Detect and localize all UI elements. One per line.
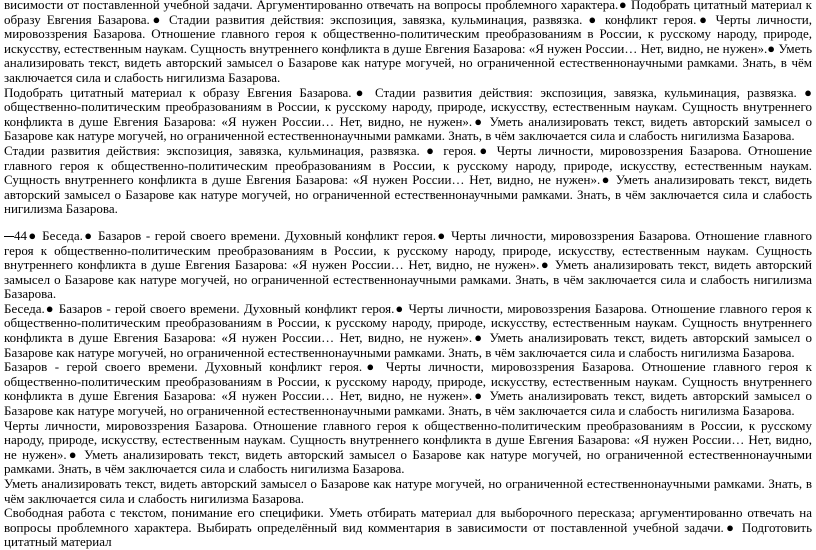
paragraph-7: Черты личности, мировоззрения Базарова. Отношение главного героя к общественно-политическим преобразованиям в России, к русскому народу, природе, искусству, естественным наукам. Сущность внутреннего конфликта в душе Евгения Базарова: «Я нужен России… Нет, видно, не нужен».● Уметь анализировать текст, видеть авторский замысел о Базарове как натуре могучей, но ограниченной естественнонаучными рамками. Знать, в чём заключается сила и слабость нигилизма Базарова. [4,417,812,477]
paragraph-2: Подобрать цитатный материал к образу Евгения Базарова.● Стадии развития действия: экспозиция, завязка, кульминация, развязка. ● общественно-политическим преобразованиям в России, к русскому народу, природе, искусству, естественным наукам. Сущность внутреннего конфликта в душе Евгения Базарова: «Я нужен России… Нет, видно, не нужен».● Уметь анализировать текст, видеть авторский замысел о Базарове как натуре могучей, но ограниченной естественнонаучными рамками. Знать, в чём заключается сила и слабость нигилизма Базарова. [4,84,812,144]
paragraph-5: Беседа.● Базаров - герой своего времени. Духовный конфликт героя.● Черты личности, мировоззрения Базарова. Отношение главного героя к общественно-политическим преобразованиям в России, к русскому народу, природе, искусству, естественным наукам. Сущность внутреннего конфликта в душе Евгения Базарова: «Я нужен России… Нет, видно, не нужен».● Уметь анализировать текст, видеть авторский замысел о Базарове как натуре могучей, но ограниченной естественнонаучными рамками. Знать, в чём заключается сила и слабость нигилизма Базарова. [4,300,812,360]
paragraph-8: Уметь анализировать текст, видеть авторский замысел о Базарове как натуре могучей, но ограниченной естественнонаучными рамками. Знать, в чём заключается сила и слабость нигилизма Базарова. [4,476,812,506]
paragraph-1: висимости от поставленной учебной задачи. Аргументированно отвечать на вопросы проблемного характера.● Подобрать цитатный материал к образу Евгения Базарова.● Стадии развития действия: экспозиция, завязка, кульминация, развязка. ● конфликт героя.● Черты личности, мировоззрения Базарова. Отношение главного героя к общественно-политическим преобразованиям в России, к русскому народу, природе, искусству, естественным наукам. Сущность внутреннего конфликта в душе Евгения Базарова: «Я нужен России… Нет, видно, не нужен».● Уметь анализировать текст, видеть авторский замысел о Базарове как натуре могучей, но ограниченной естественнонаучными рамками. Знать, в чём заключается сила и слабость нигилизма Базарова. [4,0,812,85]
footnote-marker-line [4,236,14,237]
paragraph-4-text: 44● Беседа.● Базаров - герой своего времени. Духовный конфликт героя.● Черты личности, мировоззрения Базарова. Отношение главного героя к общественно-политическим преобразованиям в России, к русскому народу, природе, искусству, естественным наукам. Сущность внутреннего конфликта в душе Евгения Базарова: «Я нужен России… Нет, видно, не нужен».● Уметь анализировать текст, видеть авторский замысел о Базарове как натуре могучей, но ограниченной естественнонаучными рамками. Знать, в чём заключается сила и слабость нигилизма Базарова. [4,227,812,302]
paragraph-4 [4,229,812,302]
paragraph-3: Стадии развития действия: экспозиция, завязка, кульминация, развязка. ● героя.● Черты личности, мировоззрения Базарова. Отношение главного героя к общественно-политическим преобразованиям в России, к русскому народу, природе, искусству, естественным наукам. Сущность внутреннего конфликта в душе Евгения Базарова: «Я нужен России… Нет, видно, не нужен».● Уметь анализировать текст, видеть авторский замысел о Базарове как натуре могучей, но ограниченной естественнонаучными рамками. Знать, в чём заключается сила и слабость нигилизма Базарова. [4,142,812,217]
paragraph-9: Свободная работа с текстом, понимание его специфики. Уметь отбирать материал для выборочного пересказа; аргументированно отвечать на вопросы проблемного характера. Выбирать определённый вид комментария в зависимости от поставленной учебной задачи.● Подготовить цитатный материал [4,505,812,550]
paragraph-6: Базаров - герой своего времени. Духовный конфликт героя.● Черты личности, мировоззрения Базарова. Отношение главного героя к общественно-политическим преобразованиям в России, к русскому народу, природе, искусству, естественным наукам. Сущность внутреннего конфликта в душе Евгения Базарова: «Я нужен России… Нет, видно, не нужен».● Уметь анализировать текст, видеть авторский замысел о Базарове как натуре могучей, но ограниченной естественнонаучными рамками. Знать, в чём заключается сила и слабость нигилизма Базарова. [4,359,812,419]
